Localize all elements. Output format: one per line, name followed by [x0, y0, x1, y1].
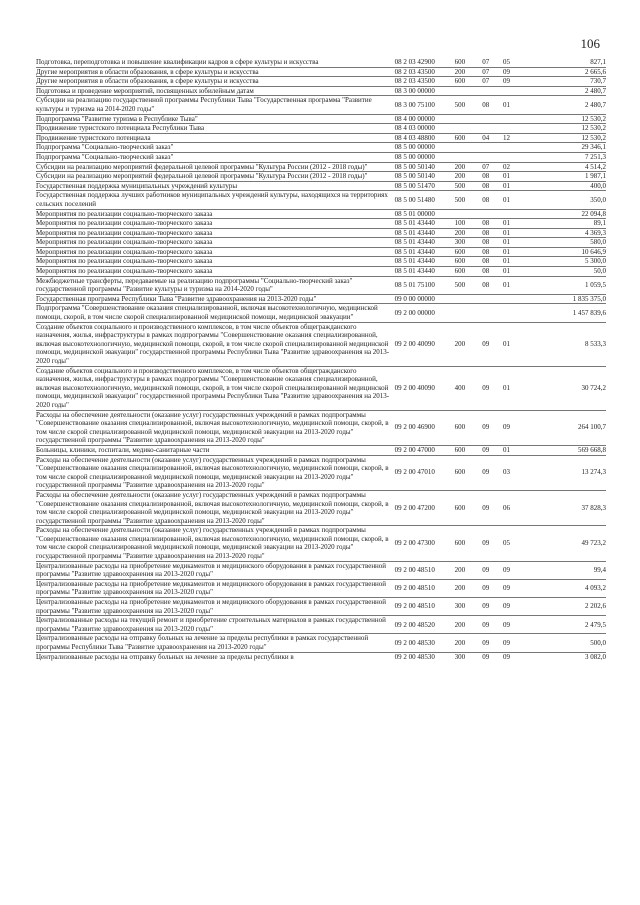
- row-section: 08: [475, 257, 496, 267]
- row-subsection: 09: [496, 77, 517, 87]
- row-section: 08: [475, 191, 496, 209]
- row-amount: 500,0: [517, 634, 606, 652]
- table-row: [36, 652, 606, 661]
- row-subsection: 01: [496, 267, 517, 277]
- row-subsection: [496, 304, 517, 322]
- table-row: [36, 114, 606, 124]
- row-target-code: 08 5 01 43440: [395, 228, 455, 238]
- row-section: 09: [475, 322, 496, 366]
- row-subsection: 09: [496, 616, 517, 634]
- table-row: [36, 322, 606, 366]
- row-section: [475, 294, 496, 304]
- row-target-code: 09 2 00 48510: [395, 598, 455, 616]
- row-target-code: 08 5 01 00000: [395, 209, 455, 219]
- row-subsection: 03: [496, 455, 517, 490]
- row-description: Создание объектов социального и производственного комплексов, в том числе объектов общегражданского назначения, жилья, инфраструктуры в рамках подпрограммы "Совершенствование оказания специализированной, включая высокотехнологичную, медицинской помощи, скорой, в том числе скорой специализированной медицинской помощи, медицинской эвакуации" государственной программы Республики Тыва "Развитие здравоохранения на 2013-2020 годы": [36, 322, 395, 366]
- row-amount: 1 835 375,0: [517, 294, 606, 304]
- row-expense-type: 600: [455, 445, 476, 455]
- row-description: Мероприятия по реализации социально-творческого заказа: [36, 247, 395, 257]
- row-description: Государственная поддержка муниципальных учреждений культуры: [36, 181, 395, 191]
- row-description: Мероприятия по реализации социально-творческого заказа: [36, 209, 395, 219]
- row-section: [475, 143, 496, 153]
- row-amount: 8 533,3: [517, 322, 606, 366]
- table-row: [36, 526, 606, 561]
- row-section: 08: [475, 181, 496, 191]
- row-expense-type: 600: [455, 133, 476, 143]
- table-row: [36, 579, 606, 597]
- row-description: Подготовка и проведение мероприятий, посвященных юбилейным датам: [36, 86, 395, 96]
- row-amount: 569 668,8: [517, 445, 606, 455]
- row-section: 09: [475, 490, 496, 525]
- table-row: [36, 124, 606, 134]
- row-amount: 1 059,5: [517, 276, 606, 294]
- row-amount: 264 100,7: [517, 410, 606, 445]
- table-row: [36, 410, 606, 445]
- row-subsection: 09: [496, 410, 517, 445]
- row-expense-type: 200: [455, 579, 476, 597]
- row-target-code: 09 2 00 46900: [395, 410, 455, 445]
- row-expense-type: 500: [455, 191, 476, 209]
- row-description: Подготовка, переподготовка и повышение квалификации кадров в сфере культуры и искусства: [36, 58, 319, 66]
- row-subsection: 01: [496, 257, 517, 267]
- row-subsection: [496, 114, 517, 124]
- row-expense-type: 600: [455, 490, 476, 525]
- row-subsection: 09: [496, 634, 517, 652]
- row-amount: 2 480,7: [517, 96, 606, 114]
- table-row: [36, 96, 606, 114]
- row-description: Подпрограмма "Развитие туризма в Республике Тыва": [36, 114, 395, 124]
- table-row: [36, 238, 606, 248]
- row-target-code: 09 2 00 40090: [395, 366, 455, 410]
- row-subsection: 01: [496, 445, 517, 455]
- row-description: Расходы на обеспечение деятельности (оказание услуг) государственных учреждений в рамках подпрограммы "Совершенствование оказания специализированной, включая высокотехнологичную, медицинской помощи, скорой, в том числе скорой специализированной медицинской помощи, медицинской эвакуации на 2013-2020 годы" государственной программы "Развитие здравоохранения на 2013-2020 годы": [36, 490, 395, 525]
- row-target-code: 08 5 01 43440: [395, 257, 455, 267]
- row-subsection: 09: [496, 67, 517, 77]
- row-target-code: 08 5 00 50140: [395, 172, 455, 182]
- row-description: Мероприятия по реализации социально-творческого заказа: [36, 238, 395, 248]
- row-section: 07: [475, 77, 496, 87]
- row-amount: 4 369,3: [517, 228, 606, 238]
- row-section: 09: [475, 652, 496, 661]
- row-subsection: 12: [496, 133, 517, 143]
- row-amount: 7 251,3: [517, 152, 606, 162]
- row-expense-type: [455, 114, 476, 124]
- row-subsection: 01: [496, 276, 517, 294]
- row-target-code: 09 2 00 47200: [395, 490, 455, 525]
- row-amount: 12 530,2: [517, 114, 606, 124]
- row-amount: 3 082,0: [517, 652, 606, 661]
- row-section: [475, 304, 496, 322]
- row-amount: 29 346,1: [517, 143, 606, 153]
- row-amount: 13 274,3: [517, 455, 606, 490]
- row-target-code: 08 5 00 51480: [395, 191, 455, 209]
- row-section: 07: [482, 58, 490, 66]
- table-row: [36, 267, 606, 277]
- row-section: 09: [475, 598, 496, 616]
- row-target-code: 09 2 00 00000: [395, 304, 455, 322]
- row-amount: 2 479,5: [517, 616, 606, 634]
- row-description: Продвижение туристского потенциала Республики Тыва: [36, 124, 395, 134]
- row-description: Субсидии на реализацию государственной программы Республики Тыва "Государственная программа "Развитие культуры и туризма на 2014-2020 годы": [36, 96, 395, 114]
- row-section: [475, 209, 496, 219]
- row-expense-type: 200: [455, 616, 476, 634]
- row-expense-type: 300: [455, 598, 476, 616]
- row-target-code: 08 5 01 43440: [395, 247, 455, 257]
- row-expense-type: 500: [455, 181, 476, 191]
- row-section: [475, 152, 496, 162]
- row-expense-type: 200: [455, 322, 476, 366]
- row-section: 09: [475, 526, 496, 561]
- row-target-code: 09 2 00 48520: [395, 616, 455, 634]
- row-subsection: 01: [496, 247, 517, 257]
- row-target-code: 09 2 00 48510: [395, 579, 455, 597]
- row-expense-type: 600: [455, 267, 476, 277]
- row-description: Другие мероприятия в области образования, в сфере культуры и искусства: [36, 67, 395, 77]
- row-target-code: 08 2 03 42900: [394, 58, 435, 66]
- row-description: Централизованные расходы на приобретение медикаментов и медицинского оборудования в рамках государственной программы "Развитие здравоохранения на 2013-2020 годы": [36, 561, 395, 579]
- row-description: Продвижение туристского потенциала: [36, 133, 395, 143]
- table-row: [36, 181, 606, 191]
- row-amount: 350,0: [517, 191, 606, 209]
- row-section: 08: [475, 172, 496, 182]
- row-expense-type: 400: [455, 366, 476, 410]
- table-row: [36, 294, 606, 304]
- row-amount: 5 300,0: [517, 257, 606, 267]
- row-expense-type: [455, 304, 476, 322]
- row-description: Подпрограмма "Совершенствование оказания специализированной, включая высокотехнологичную, медицинской помощи, скорой, в том числе скорой специализированной медицинской помощи, медицинской эвакуации": [36, 304, 395, 322]
- row-section: 08: [475, 219, 496, 229]
- row-section: 07: [475, 162, 496, 172]
- row-section: 08: [475, 267, 496, 277]
- row-target-code: 09 2 00 47010: [395, 455, 455, 490]
- row-subsection: 01: [496, 172, 517, 182]
- row-subsection: 05: [502, 58, 510, 66]
- row-section: [475, 124, 496, 134]
- table-row: [36, 304, 606, 322]
- row-subsection: 01: [496, 322, 517, 366]
- row-subsection: 09: [496, 598, 517, 616]
- row-target-code: 09 2 00 48530: [395, 652, 455, 661]
- table-row: [36, 598, 606, 616]
- row-target-code: 08 5 01 43440: [395, 238, 455, 248]
- row-description: Государственная программа Республики Тыва "Развитие здравоохранения на 2013-2020 годы": [36, 294, 395, 304]
- row-subsection: 09: [496, 652, 517, 661]
- table-row: [36, 490, 606, 525]
- row-amount: 37 828,3: [517, 490, 606, 525]
- row-expense-type: 600: [455, 455, 476, 490]
- row-expense-type: 600: [455, 257, 476, 267]
- row-description: Централизованные расходы на приобретение медикаментов и медицинского оборудования в рамках государственной программы "Развитие здравоохранения на 2013-2020 годы": [36, 579, 395, 597]
- table-row: [36, 209, 606, 219]
- row-subsection: 05: [496, 526, 517, 561]
- row-description: Расходы на обеспечение деятельности (оказание услуг) государственных учреждений в рамках подпрограммы "Совершенствование оказания специализированной, включая высокотехнологичную, медицинской помощи, скорой, в том числе скорой специализированной медицинской помощи, медицинской эвакуации на 2013-2020 годы" государственной программы "Развитие здравоохранения на 2013-2020 годы": [36, 410, 395, 445]
- row-subsection: [496, 152, 517, 162]
- row-subsection: 01: [496, 96, 517, 114]
- row-description: Расходы на обеспечение деятельности (оказание услуг) государственных учреждений в рамках подпрограммы "Совершенствование оказания специализированной, включая высокотехнологичную, медицинской помощи, скорой, в том числе скорой специализированной медицинской помощи, медицинской эвакуации на 2013-2020 годы" государственной программы "Развитие здравоохранения на 2013-2020 годы": [36, 526, 395, 561]
- table-row: [36, 366, 606, 410]
- row-description: Централизованные расходы на приобретение медикаментов и медицинского оборудования в рамках государственной программы "Развитие здравоохранения на 2013-2020 годы": [36, 598, 395, 616]
- budget-table-body: [36, 58, 606, 661]
- row-section: 08: [475, 96, 496, 114]
- table-row: [36, 616, 606, 634]
- row-target-code: 08 5 01 43440: [395, 267, 455, 277]
- row-amount: 1 987,1: [517, 172, 606, 182]
- row-expense-type: 300: [455, 652, 476, 661]
- table-row: [36, 455, 606, 490]
- row-amount: 10 646,9: [517, 247, 606, 257]
- table-row: [36, 247, 606, 257]
- row-target-code: 08 4 03 00000: [395, 124, 455, 134]
- row-subsection: 01: [496, 228, 517, 238]
- row-expense-type: 200: [455, 634, 476, 652]
- row-expense-type: 200: [455, 172, 476, 182]
- row-target-code: 08 5 00 00000: [395, 152, 455, 162]
- row-description: Мероприятия по реализации социально-творческого заказа: [36, 257, 395, 267]
- table-row: [36, 133, 606, 143]
- table-row: [36, 86, 606, 96]
- row-section: [475, 86, 496, 96]
- row-target-code: 09 2 00 40090: [395, 322, 455, 366]
- table-row: [36, 58, 606, 67]
- row-expense-type: 600: [455, 77, 476, 87]
- row-section: 09: [475, 634, 496, 652]
- row-target-code: 08 5 01 75100: [395, 276, 455, 294]
- row-section: 08: [475, 276, 496, 294]
- row-subsection: 09: [496, 561, 517, 579]
- row-target-code: 09 2 00 47000: [395, 445, 455, 455]
- row-section: 08: [475, 238, 496, 248]
- row-expense-type: 200: [455, 67, 476, 77]
- row-description: Расходы на обеспечение деятельности (оказание услуг) государственных учреждений в рамках подпрограммы "Совершенствование оказания специализированной, включая высокотехнологичную, медицинской помощи, скорой, в том числе скорой специализированной медицинской помощи, медицинской эвакуации на 2013-2020 годы" государственной программы "Развитие здравоохранения на 2013-2020 годы": [36, 455, 395, 490]
- row-amount: 2 202,6: [517, 598, 606, 616]
- row-section: 09: [475, 410, 496, 445]
- row-section: 08: [475, 228, 496, 238]
- row-target-code: 08 5 00 50140: [395, 162, 455, 172]
- page-number: 106: [580, 36, 600, 51]
- row-section: 09: [475, 579, 496, 597]
- row-description: Другие мероприятия в области образования, в сфере культуры и искусства: [36, 77, 395, 87]
- row-expense-type: 600: [455, 526, 476, 561]
- row-expense-type: [455, 209, 476, 219]
- row-target-code: 09 2 00 47300: [395, 526, 455, 561]
- row-section: 09: [475, 366, 496, 410]
- row-subsection: 01: [496, 181, 517, 191]
- row-subsection: 06: [496, 490, 517, 525]
- row-subsection: [496, 143, 517, 153]
- row-subsection: 01: [496, 191, 517, 209]
- row-expense-type: 600: [454, 58, 466, 66]
- row-section: 09: [475, 616, 496, 634]
- row-target-code: 08 3 00 75100: [395, 96, 455, 114]
- row-description: Мероприятия по реализации социально-творческого заказа: [36, 267, 395, 277]
- table-row: [36, 219, 606, 229]
- row-expense-type: 600: [455, 247, 476, 257]
- row-target-code: 08 4 03 48800: [395, 133, 455, 143]
- row-subsection: 02: [496, 162, 517, 172]
- row-section: 04: [475, 133, 496, 143]
- row-description: Централизованные расходы на отправку больных на лечение за пределы республики в: [36, 652, 395, 661]
- row-amount: 50,0: [517, 267, 606, 277]
- row-target-code: 09 0 00 00000: [395, 294, 455, 304]
- row-subsection: [496, 124, 517, 134]
- row-section: 09: [475, 455, 496, 490]
- row-subsection: 01: [496, 238, 517, 248]
- table-row: [36, 77, 606, 87]
- row-section: 09: [475, 561, 496, 579]
- row-expense-type: 100: [455, 219, 476, 229]
- row-description: Мероприятия по реализации социально-творческого заказа: [36, 219, 395, 229]
- row-expense-type: [455, 86, 476, 96]
- row-subsection: [496, 86, 517, 96]
- row-expense-type: 600: [455, 410, 476, 445]
- row-amount: 2 665,6: [517, 67, 606, 77]
- row-expense-type: [455, 152, 476, 162]
- table-row: [36, 228, 606, 238]
- row-expense-type: [455, 143, 476, 153]
- row-section: [475, 114, 496, 124]
- row-expense-type: 500: [455, 96, 476, 114]
- row-description: Подпрограмма "Социально-творческий заказ": [36, 152, 395, 162]
- row-amount: 12 530,2: [517, 133, 606, 143]
- row-description: Мероприятия по реализации социально-творческого заказа: [36, 228, 395, 238]
- row-description: Межбюджетные трансферты, передаваемые на реализацию подпрограммы "Социально-творческий заказ" государственной программы "Развитие культуры и туризма на 2014-2020 годы": [36, 276, 395, 294]
- row-section: 07: [475, 67, 496, 77]
- row-description: Субсидии на реализацию мероприятий федеральной целевой программы "Культура России (2012 - 2018 годы)": [36, 162, 395, 172]
- table-row: [36, 162, 606, 172]
- row-description: Централизованные расходы на текущий ремонт и приобретение строительных материалов в рамках государственной программы "Развитие здравоохранения на 2013-2020 годы": [36, 616, 395, 634]
- table-row: [36, 561, 606, 579]
- row-section: 09: [475, 445, 496, 455]
- table-row: [36, 257, 606, 267]
- row-amount: 730,7: [517, 77, 606, 87]
- table-row: [36, 191, 606, 209]
- row-amount: 400,0: [517, 181, 606, 191]
- row-amount: 12 530,2: [517, 124, 606, 134]
- row-expense-type: [455, 294, 476, 304]
- row-expense-type: [455, 124, 476, 134]
- table-row: [36, 445, 606, 455]
- row-target-code: 08 5 00 51470: [395, 181, 455, 191]
- row-amount: 1 457 839,6: [517, 304, 606, 322]
- row-subsection: 01: [496, 366, 517, 410]
- table-row: [36, 634, 606, 652]
- row-target-code: 08 5 01 43440: [395, 219, 455, 229]
- row-description: Государственная поддержка лучших работников муниципальных учреждений культуры, находящихся на территориях сельских поселений: [36, 191, 395, 209]
- row-subsection: [496, 294, 517, 304]
- row-amount: 22 094,8: [517, 209, 606, 219]
- row-amount: 99,4: [517, 561, 606, 579]
- row-expense-type: 300: [455, 238, 476, 248]
- row-amount: 4 514,2: [517, 162, 606, 172]
- row-target-code: 08 2 03 43500: [395, 77, 455, 87]
- table-row: [36, 172, 606, 182]
- row-description: Субсидии на реализацию мероприятий федеральной целевой программы "Культура России (2012 - 2018 годы)": [36, 172, 395, 182]
- row-description: Подпрограмма "Социально-творческий заказ": [36, 143, 395, 153]
- row-expense-type: 200: [455, 561, 476, 579]
- row-description: Централизованные расходы на отправку больных на лечение за пределы республики в рамках государственной программы Республики Тыва "Развитие здравоохранения на 2013-2020 годы": [36, 634, 395, 652]
- row-description: Создание объектов социального и производственного комплексов, в том числе объектов общегражданского назначения, жилья, инфраструктуры в рамках подпрограммы "Совершенствование оказания специализированной, включая высокотехнологичную, медицинской помощи, скорой, в том числе скорой специализированной медицинской помощи, медицинской эвакуации" государственной программы Республики Тыва "Развитие здравоохранения на 2013-2020 годы": [36, 366, 395, 410]
- row-subsection: 01: [496, 219, 517, 229]
- row-subsection: 09: [496, 579, 517, 597]
- row-expense-type: 200: [455, 228, 476, 238]
- table-row: [36, 276, 606, 294]
- row-amount: 2 480,7: [517, 86, 606, 96]
- table-row: [36, 143, 606, 153]
- row-expense-type: 500: [455, 276, 476, 294]
- row-section: 08: [475, 247, 496, 257]
- table-row: [36, 152, 606, 162]
- table-row: [36, 67, 606, 77]
- row-subsection: [496, 209, 517, 219]
- row-amount: 30 724,2: [517, 366, 606, 410]
- row-target-code: 08 3 00 00000: [395, 86, 455, 96]
- budget-table: [36, 58, 606, 661]
- row-target-code: 08 4 00 00000: [395, 114, 455, 124]
- row-target-code: 09 2 00 48530: [395, 634, 455, 652]
- row-amount: 827,1: [590, 58, 606, 66]
- row-target-code: 09 2 00 48510: [395, 561, 455, 579]
- row-amount: 49 723,2: [517, 526, 606, 561]
- row-amount: 4 093,2: [517, 579, 606, 597]
- row-target-code: 08 2 03 43500: [395, 67, 455, 77]
- row-target-code: 08 5 00 00000: [395, 143, 455, 153]
- row-expense-type: 200: [455, 162, 476, 172]
- row-amount: 89,1: [517, 219, 606, 229]
- row-description: Больницы, клиники, госпитали, медико-санитарные части: [36, 445, 395, 455]
- row-amount: 580,0: [517, 238, 606, 248]
